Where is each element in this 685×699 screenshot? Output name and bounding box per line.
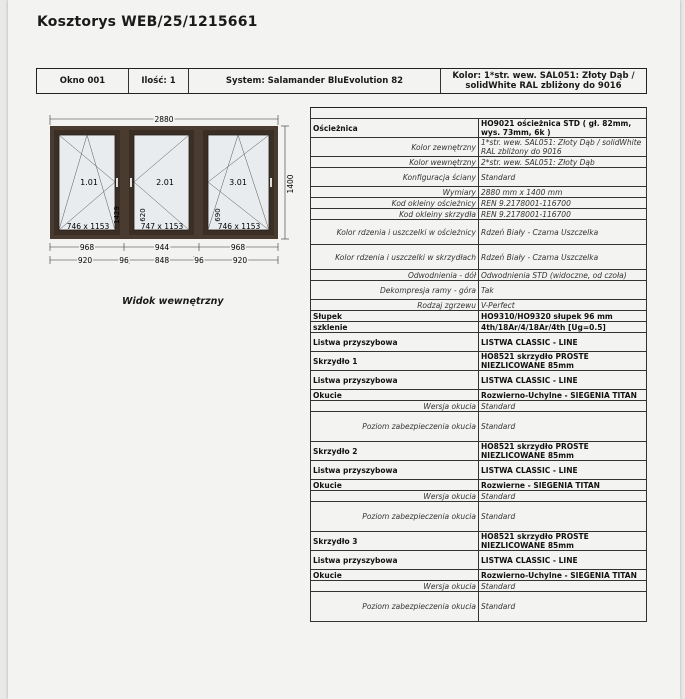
color-info: Kolor: 1*str. wew. SAL051: Złoty Dąb / solidWhite RAL zbliżony do 9016 [452, 71, 635, 91]
spec-value: 2880 mm x 1400 mm [479, 187, 647, 198]
spec-key: Listwa przyszybowa [311, 461, 479, 480]
spec-row [311, 119, 647, 138]
sash-vertical-1: 1429 [113, 206, 121, 224]
spec-key: Ościeżnica [311, 119, 479, 138]
spec-row [311, 412, 647, 442]
spec-row [311, 352, 647, 371]
spec-value: HO8521 skrzydło PROSTE NIEZLICOWANE 85mm [479, 442, 647, 461]
spec-table [310, 107, 647, 622]
spec-value: Standard [479, 412, 647, 442]
dim-row2-5: 920 [232, 256, 248, 265]
spec-value: Rozwierne - SIEGENIA TITAN [479, 480, 647, 491]
spec-row [311, 138, 647, 157]
spec-value: Standard [479, 592, 647, 622]
spec-value: Rdzeń Biały - Czarna Uszczelka [479, 220, 647, 245]
sash-label-3: 3.01 [229, 178, 247, 187]
spec-value: HO8521 skrzydło PROSTE NIEZLICOWANE 85mm [479, 352, 647, 371]
spec-value: 1*str. wew. SAL051: Złoty Dąb / solidWhite RAL zbliżony do 9016 [479, 138, 647, 157]
spec-key: Okucie [311, 570, 479, 581]
spec-key: Konfiguracja ściany [311, 168, 479, 187]
spec-row [311, 532, 647, 551]
spec-value: HO9310/HO9320 słupek 96 mm [479, 311, 647, 322]
dim-row2-1: 920 [77, 256, 93, 265]
spec-key: Kolor zewnętrzny [311, 138, 479, 157]
spec-key: Wersja okucia [311, 401, 479, 412]
spec-value: V-Perfect [479, 300, 647, 311]
sash-label-1: 1.01 [80, 178, 98, 187]
spec-key: Okucie [311, 390, 479, 401]
spec-key: Listwa przyszybowa [311, 371, 479, 390]
spec-value: HO8521 skrzydło PROSTE NIEZLICOWANE 85mm [479, 532, 647, 551]
sash-size-1: 746 x 1153 [66, 222, 110, 231]
spec-row [311, 311, 647, 322]
spec-value: LISTWA CLASSIC - LINE [479, 371, 647, 390]
spec-row [311, 281, 647, 300]
spec-value: Standard [479, 491, 647, 502]
spec-row [311, 371, 647, 390]
spec-value: 4th/18Ar/4/18Ar/4th [Ug=0.5] [479, 322, 647, 333]
dim-row2-3: 848 [154, 256, 170, 265]
spec-key: Słupek [311, 311, 479, 322]
spec-row [311, 157, 647, 168]
dim-row1-2: 944 [154, 243, 170, 252]
spec-key: Poziom zabezpieczenia okucia [311, 412, 479, 442]
dim-row2-4: 96 [194, 256, 204, 265]
spec-row [311, 461, 647, 480]
spec-row [311, 245, 647, 270]
spec-value: LISTWA CLASSIC - LINE [479, 333, 647, 352]
spec-value: HO9021 ościeżnica STD ( gł. 82mm, wys. 73mm, 6k ) [479, 119, 647, 138]
spec-key: Poziom zabezpieczenia okucia [311, 502, 479, 532]
spec-key: Kod okleiny skrzydła [311, 209, 479, 220]
spec-row [311, 209, 647, 220]
spec-key: Kod okleiny ościeżnicy [311, 198, 479, 209]
spec-key: Poziom zabezpieczenia okucia [311, 592, 479, 622]
spec-row [311, 551, 647, 570]
spec-key: Wersja okucia [311, 581, 479, 592]
spec-key: Listwa przyszybowa [311, 551, 479, 570]
spec-top-bar [311, 108, 647, 119]
spec-value: LISTWA CLASSIC - LINE [479, 551, 647, 570]
spec-row [311, 502, 647, 532]
spec-value: Rozwierno-Uchylne - SIEGENIA TITAN [479, 390, 647, 401]
spec-key: Wymiary [311, 187, 479, 198]
window-header [36, 68, 647, 94]
spec-key: Kolor rdzenia i uszczelki w ościeżnicy [311, 220, 479, 245]
spec-row [311, 333, 647, 352]
spec-key: Wersja okucia [311, 491, 479, 502]
dim-row2-2: 96 [119, 256, 129, 265]
sash-vertical-3: 690 [214, 208, 222, 222]
spec-row [311, 322, 647, 333]
spec-key: Okucie [311, 480, 479, 491]
spec-key: Skrzydło 2 [311, 442, 479, 461]
spec-key: Odwodnienia - dół [311, 270, 479, 281]
spec-row [311, 581, 647, 592]
spec-value: Standard [479, 581, 647, 592]
spec-row [311, 270, 647, 281]
page-title: Kosztorys WEB/25/1215661 [37, 14, 258, 30]
dim-row1-1: 968 [79, 243, 95, 252]
spec-key: Dekompresja ramy - góra [311, 281, 479, 300]
spec-value: 2*str. wew. SAL051: Złoty Dąb [479, 157, 647, 168]
window-drawing [42, 112, 302, 272]
spec-row [311, 168, 647, 187]
spec-value: Rozwierno-Uchylne - SIEGENIA TITAN [479, 570, 647, 581]
spec-key: Kolor rdzenia i uszczelki w skrzydłach [311, 245, 479, 270]
spec-row [311, 401, 647, 412]
spec-value: Odwodnienia STD (widoczne, od czoła) [479, 270, 647, 281]
spec-key: Rodzaj zgrzewu [311, 300, 479, 311]
spec-row [311, 480, 647, 491]
spec-key: Skrzydło 3 [311, 532, 479, 551]
spec-value: Standard [479, 168, 647, 187]
spec-value: Standard [479, 401, 647, 412]
system-name: System: Salamander BluEvolution 82 [189, 69, 441, 93]
spec-value: REN 9.2178001-116700 [479, 209, 647, 220]
spec-key: Skrzydło 1 [311, 352, 479, 371]
sash-size-3: 746 x 1153 [217, 222, 261, 231]
spec-row [311, 220, 647, 245]
dim-overall-width: 2880 [154, 115, 174, 124]
spec-row [311, 300, 647, 311]
spec-row [311, 187, 647, 198]
drawing-caption: Widok wewnętrzny [122, 296, 224, 307]
spec-row [311, 570, 647, 581]
spec-value: Tak [479, 281, 647, 300]
spec-key: Listwa przyszybowa [311, 333, 479, 352]
spec-value: REN 9.2178001-116700 [479, 198, 647, 209]
sash-size-2: 747 x 1153 [140, 222, 184, 231]
spec-value: LISTWA CLASSIC - LINE [479, 461, 647, 480]
quantity: Ilość: 1 [129, 69, 189, 93]
spec-key: Kolor wewnętrzny [311, 157, 479, 168]
spec-row [311, 442, 647, 461]
spec-row [311, 491, 647, 502]
spec-value: Rdzeń Biały - Czarna Uszczelka [479, 245, 647, 270]
spec-key: szklenie [311, 322, 479, 333]
dim-row1-3: 968 [230, 243, 246, 252]
spec-value: Standard [479, 502, 647, 532]
sash-label-2: 2.01 [156, 178, 174, 187]
spec-row [311, 390, 647, 401]
sash-vertical-2: 620 [139, 208, 147, 222]
dim-overall-height: 1400 [286, 174, 295, 194]
spec-row [311, 198, 647, 209]
window-number: Okno 001 [37, 69, 129, 93]
spec-row [311, 592, 647, 622]
